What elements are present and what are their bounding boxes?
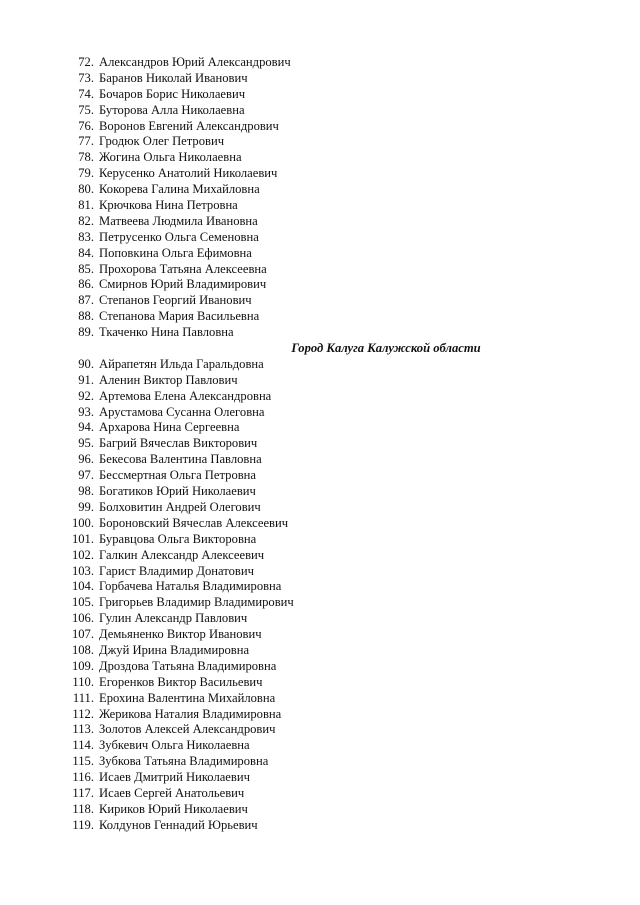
list-item-number: 76. <box>78 118 94 133</box>
list-item-number: 79. <box>78 166 94 181</box>
list-item-name: Ерохина Валентина Михайловна <box>99 690 276 705</box>
list-item-number: 84. <box>78 245 94 260</box>
list-item-name: Арустамова Сусанна Олеговна <box>99 404 265 419</box>
list-item-name: Бекесова Валентина Павловна <box>99 452 262 467</box>
list-item <box>62 548 582 564</box>
list-item-name: Айрапетян Ильда Гаральдовна <box>99 356 264 371</box>
list-item <box>62 277 582 293</box>
list-item <box>62 262 582 278</box>
list-item-number: 110. <box>72 674 94 689</box>
list-item-name: Степанова Мария Васильевна <box>99 309 260 324</box>
list-item-name: Дроздова Татьяна Владимировна <box>99 658 277 673</box>
list-item-name: Болховитин Андрей Олегович <box>99 499 261 514</box>
list-item-name: Зубкевич Ольга Николаевна <box>99 738 250 753</box>
list-item-number: 92. <box>78 388 94 403</box>
list-item-name: Джуй Ирина Владимировна <box>99 642 250 657</box>
list-item-number: 87. <box>78 293 94 308</box>
list-item <box>62 55 582 71</box>
list-item-number: 109. <box>71 658 94 673</box>
list-item <box>62 707 582 723</box>
list-item-name: Кириков Юрий Николаевич <box>99 801 248 816</box>
list-item-name: Галкин Александр Алексеевич <box>99 547 265 562</box>
list-item-number: 83. <box>78 229 94 244</box>
list-item-number: 90. <box>78 356 94 371</box>
list-item-name: Кокорева Галина Михайловна <box>99 182 260 197</box>
list-item <box>62 754 582 770</box>
list-item-number: 81. <box>78 198 94 213</box>
list-item-number: 72. <box>78 55 94 69</box>
list-item <box>62 691 582 707</box>
list-item-name: Гродюк Олег Петрович <box>99 134 225 149</box>
name-list <box>62 55 582 834</box>
list-item-number: 112. <box>72 706 94 721</box>
list-item <box>62 532 582 548</box>
list-item <box>62 452 582 468</box>
list-item-number: 107. <box>71 627 94 642</box>
list-item <box>62 643 582 659</box>
list-item-number: 78. <box>78 150 94 165</box>
list-item <box>62 802 582 818</box>
list-item-number: 95. <box>78 436 94 451</box>
list-item-name: Бессмертная Ольга Петровна <box>99 468 257 483</box>
list-item-number: 101. <box>71 531 94 546</box>
list-item-number: 82. <box>78 213 94 228</box>
list-item-number: 118. <box>72 801 94 816</box>
list-item <box>62 516 582 532</box>
list-item-name: Колдунов Геннадий Юрьевич <box>99 817 258 832</box>
list-item-number: 106. <box>71 611 94 626</box>
list-item <box>62 722 582 738</box>
list-item <box>62 484 582 500</box>
list-item-name: Буторова Алла Николаевна <box>99 102 245 117</box>
list-item-number: 105. <box>71 595 94 610</box>
list-section-kaluga <box>62 357 582 834</box>
list-item-number: 89. <box>78 325 94 340</box>
list-item-name: Александров Юрий Александрович <box>99 55 291 69</box>
list-item <box>62 246 582 262</box>
list-item-name: Баранов Николай Иванович <box>99 70 248 85</box>
list-item <box>62 230 582 246</box>
list-item-number: 108. <box>71 642 94 657</box>
list-item-name: Прохорова Татьяна Алексеевна <box>99 261 267 276</box>
list-item-name: Горбачева Наталья Владимировна <box>99 579 282 594</box>
list-item-name: Артемова Елена Александровна <box>99 388 272 403</box>
list-item <box>62 818 582 834</box>
list-item-name: Степанов Георгий Иванович <box>99 293 252 308</box>
list-item <box>62 134 582 150</box>
list-item-name: Буравцова Ольга Викторовна <box>99 531 257 546</box>
list-item <box>62 770 582 786</box>
list-item <box>62 119 582 135</box>
list-item-name: Крючкова Нина Петровна <box>99 198 238 213</box>
list-item-number: 80. <box>78 182 94 197</box>
list-item <box>62 357 582 373</box>
list-item-name: Воронов Евгений Александрович <box>99 118 279 133</box>
list-item-number: 74. <box>78 86 94 101</box>
list-item <box>62 405 582 421</box>
list-item-name: Матвеева Людмила Ивановна <box>99 213 258 228</box>
list-item-number: 85. <box>78 261 94 276</box>
list-item-name: Бочаров Борис Николаевич <box>99 86 246 101</box>
list-item <box>62 786 582 802</box>
list-item-name: Гулин Александр Павлович <box>99 611 248 626</box>
list-item-number: 119. <box>72 817 94 832</box>
list-item <box>62 309 582 325</box>
list-item <box>62 166 582 182</box>
list-item <box>62 373 582 389</box>
list-item <box>62 659 582 675</box>
list-item <box>62 611 582 627</box>
list-item-number: 93. <box>78 404 94 419</box>
list-item <box>62 500 582 516</box>
list-item-number: 94. <box>78 420 94 435</box>
list-item-number: 91. <box>78 372 94 387</box>
list-item-number: 116. <box>72 770 94 785</box>
list-section-region <box>62 55 582 341</box>
list-item-name: Жогина Ольга Николаевна <box>99 150 242 165</box>
list-item <box>62 627 582 643</box>
list-item <box>62 420 582 436</box>
list-item-number: 96. <box>78 452 94 467</box>
list-item-name: Смирнов Юрий Владимирович <box>99 277 267 292</box>
list-item <box>62 198 582 214</box>
list-item-name: Исаев Дмитрий Николаевич <box>99 770 250 785</box>
list-item <box>62 564 582 580</box>
list-item-name: Демьяненко Виктор Иванович <box>99 627 262 642</box>
list-item <box>62 389 582 405</box>
list-item-number: 73. <box>78 70 94 85</box>
list-item <box>62 436 582 452</box>
list-item <box>62 595 582 611</box>
list-item <box>62 214 582 230</box>
list-item-number: 75. <box>78 102 94 117</box>
list-item-number: 98. <box>78 484 94 499</box>
list-item-name: Архарова Нина Сергеевна <box>99 420 240 435</box>
list-item-number: 99. <box>78 499 94 514</box>
list-item-name: Керусенко Анатолий Николаевич <box>99 166 278 181</box>
list-item-name: Зубкова Татьяна Владимировна <box>99 754 269 769</box>
list-item-name: Гарист Владимир Донатович <box>99 563 254 578</box>
list-item-number: 100. <box>71 515 94 530</box>
list-item-name: Поповкина Ольга Ефимовна <box>99 245 252 260</box>
list-item-number: 115. <box>72 754 94 769</box>
list-item <box>62 675 582 691</box>
list-item <box>62 738 582 754</box>
list-item-name: Петрусенко Ольга Семеновна <box>99 229 259 244</box>
list-item <box>62 468 582 484</box>
list-item <box>62 579 582 595</box>
list-item <box>62 87 582 103</box>
list-item <box>62 293 582 309</box>
list-item <box>62 182 582 198</box>
list-item-number: 117. <box>72 785 94 800</box>
list-item-number: 104. <box>71 579 94 594</box>
list-item-number: 113. <box>72 722 94 737</box>
list-item-name: Богатиков Юрий Николаевич <box>99 484 256 499</box>
list-item-number: 103. <box>71 563 94 578</box>
list-item-number: 86. <box>78 277 94 292</box>
list-item-name: Бороновский Вячеслав Алексеевич <box>99 515 289 530</box>
list-item <box>62 71 582 87</box>
list-item-number: 88. <box>78 309 94 324</box>
list-item <box>62 325 582 341</box>
list-item-name: Григорьев Владимир Владимирович <box>99 595 294 610</box>
list-item-number: 111. <box>72 690 94 705</box>
list-item-name: Егоренков Виктор Васильевич <box>99 674 263 689</box>
list-item-name: Багрий Вячеслав Викторович <box>99 436 258 451</box>
list-item-number: 97. <box>78 468 94 483</box>
list-item-name: Ткаченко Нина Павловна <box>99 325 234 340</box>
list-item-name: Жерикова Наталия Владимировна <box>99 706 282 721</box>
list-item <box>62 150 582 166</box>
list-item-number: 102. <box>71 547 94 562</box>
list-item-number: 114. <box>72 738 94 753</box>
section-heading: Город Калуга Калужской области <box>291 341 481 356</box>
list-item-name: Аленин Виктор Павлович <box>99 372 238 387</box>
list-item <box>62 103 582 119</box>
list-item-number: 77. <box>78 134 94 149</box>
list-item-name: Золотов Алексей Александрович <box>99 722 276 737</box>
list-item-name: Исаев Сергей Анатольевич <box>99 785 245 800</box>
